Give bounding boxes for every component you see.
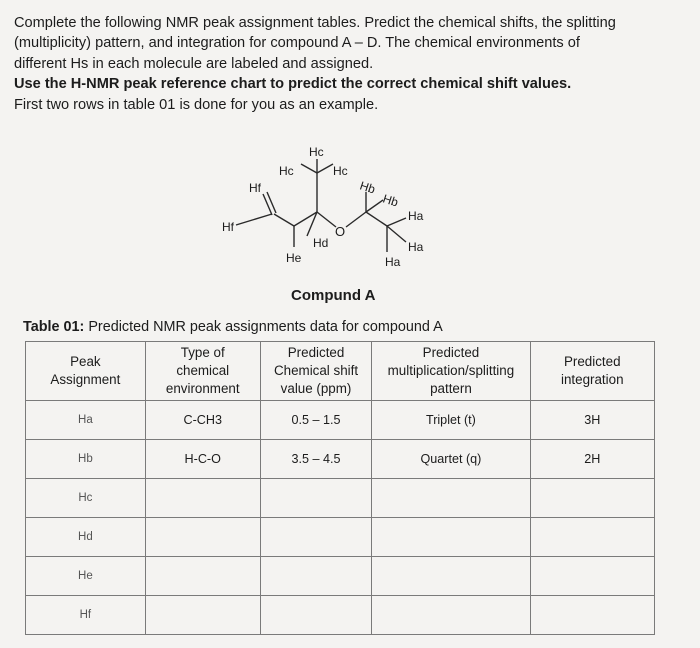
label-hb-2: Hb	[381, 191, 401, 210]
header-chemical-environment: Type of chemical environment	[145, 342, 260, 401]
bond-methyl-left	[301, 164, 317, 173]
cell-peak: Hb	[26, 440, 146, 479]
cell-shift[interactable]: 3.5 – 4.5	[260, 440, 372, 479]
cell-multiplicity[interactable]	[372, 518, 530, 557]
cell-integration[interactable]	[530, 479, 654, 518]
cell-shift[interactable]	[260, 596, 372, 635]
label-hf-top: Hf	[249, 181, 261, 195]
cell-environment[interactable]	[145, 479, 260, 518]
cell-environment[interactable]	[145, 596, 260, 635]
label-ha-3: Ha	[385, 255, 401, 269]
molecule-structure-diagram	[220, 142, 450, 277]
cell-shift[interactable]: 0.5 – 1.5	[260, 401, 372, 440]
table-caption-prefix: Table 01:	[23, 319, 85, 335]
cell-multiplicity[interactable]: Triplet (t)	[372, 401, 530, 440]
cell-integration[interactable]: 2H	[530, 440, 654, 479]
label-ha-2: Ha	[408, 240, 424, 254]
table-row	[26, 479, 655, 518]
cell-multiplicity[interactable]: Quartet (q)	[372, 440, 530, 479]
bond-ha-1	[387, 218, 406, 226]
cell-integration[interactable]: 3H	[530, 401, 654, 440]
compound-label: Compund A	[291, 287, 376, 304]
cell-multiplicity[interactable]	[372, 596, 530, 635]
cell-peak: Hc	[26, 479, 146, 518]
label-he: He	[286, 251, 302, 265]
instruction-line-3: different Hs in each molecule are labeled and assigned.	[14, 55, 374, 72]
bond-ha-2	[387, 226, 406, 242]
cell-integration[interactable]	[530, 557, 654, 596]
instruction-line-1: Complete the following NMR peak assignment tables. Predict the chemical shifts, the splitting	[14, 15, 616, 31]
cell-shift[interactable]	[260, 557, 372, 596]
cell-shift[interactable]	[260, 479, 372, 518]
label-ha-1: Ha	[408, 209, 424, 223]
instruction-line-2: (multiplicity) pattern, and integration for compound A – D. The chemical environments of	[14, 35, 580, 52]
cell-multiplicity[interactable]	[372, 557, 530, 596]
label-oxygen: O	[335, 224, 346, 239]
cell-environment[interactable]	[145, 518, 260, 557]
table-row	[26, 518, 655, 557]
cell-peak: Ha	[26, 401, 146, 440]
table-row	[26, 440, 655, 479]
cell-environment[interactable]: H-C-O	[145, 440, 260, 479]
table-row	[26, 557, 655, 596]
cell-integration[interactable]	[530, 518, 654, 557]
header-chemical-shift: Predicted Chemical shift value (ppm)	[260, 342, 372, 401]
label-hf-left: Hf	[222, 220, 234, 234]
header-peak-assignment: Peak Assignment	[26, 342, 146, 401]
instruction-line-4: Use the H-NMR peak reference chart to predict the correct chemical shift values.	[14, 76, 572, 93]
cell-environment[interactable]: C-CH3	[145, 401, 260, 440]
bond-vinyl-left	[236, 214, 272, 225]
table-row	[26, 596, 655, 635]
bond-c-o	[317, 212, 336, 227]
label-hb-1: Hb	[358, 178, 378, 197]
label-hc-right: Hc	[333, 164, 348, 178]
header-integration: Predicted integration	[530, 342, 654, 401]
cell-environment[interactable]	[145, 557, 260, 596]
label-hc-top: Hc	[309, 145, 324, 159]
instructions	[14, 13, 690, 115]
table-header-row	[26, 342, 655, 401]
bond-vinyl-top-1	[267, 192, 276, 213]
table-caption	[23, 319, 443, 335]
label-hc-left: Hc	[279, 164, 294, 178]
label-hd: Hd	[313, 236, 329, 250]
cell-integration[interactable]	[530, 596, 654, 635]
cell-multiplicity[interactable]	[372, 479, 530, 518]
bond-vinyl-top-2	[263, 194, 272, 215]
bond-o-c	[346, 212, 366, 227]
bond-hb-2	[366, 200, 383, 212]
molecule-svg	[220, 142, 450, 277]
molecule-atom-labels	[222, 145, 424, 269]
instruction-line-5: First two rows in table 01 is done for you as an example.	[14, 96, 379, 113]
cell-peak: Hf	[26, 596, 146, 635]
cell-peak: He	[26, 557, 146, 596]
nmr-assignment-table	[25, 341, 655, 635]
bond-vinyl-central	[274, 214, 294, 226]
table-row	[26, 401, 655, 440]
header-multiplicity: Predicted multiplication/splitting pattern	[372, 342, 530, 401]
cell-shift[interactable]	[260, 518, 372, 557]
bond-to-methyl	[366, 212, 387, 226]
table-caption-text: Predicted NMR peak assignments data for compound A	[84, 319, 443, 335]
cell-peak: Hd	[26, 518, 146, 557]
bond-methyl-right	[317, 164, 333, 173]
